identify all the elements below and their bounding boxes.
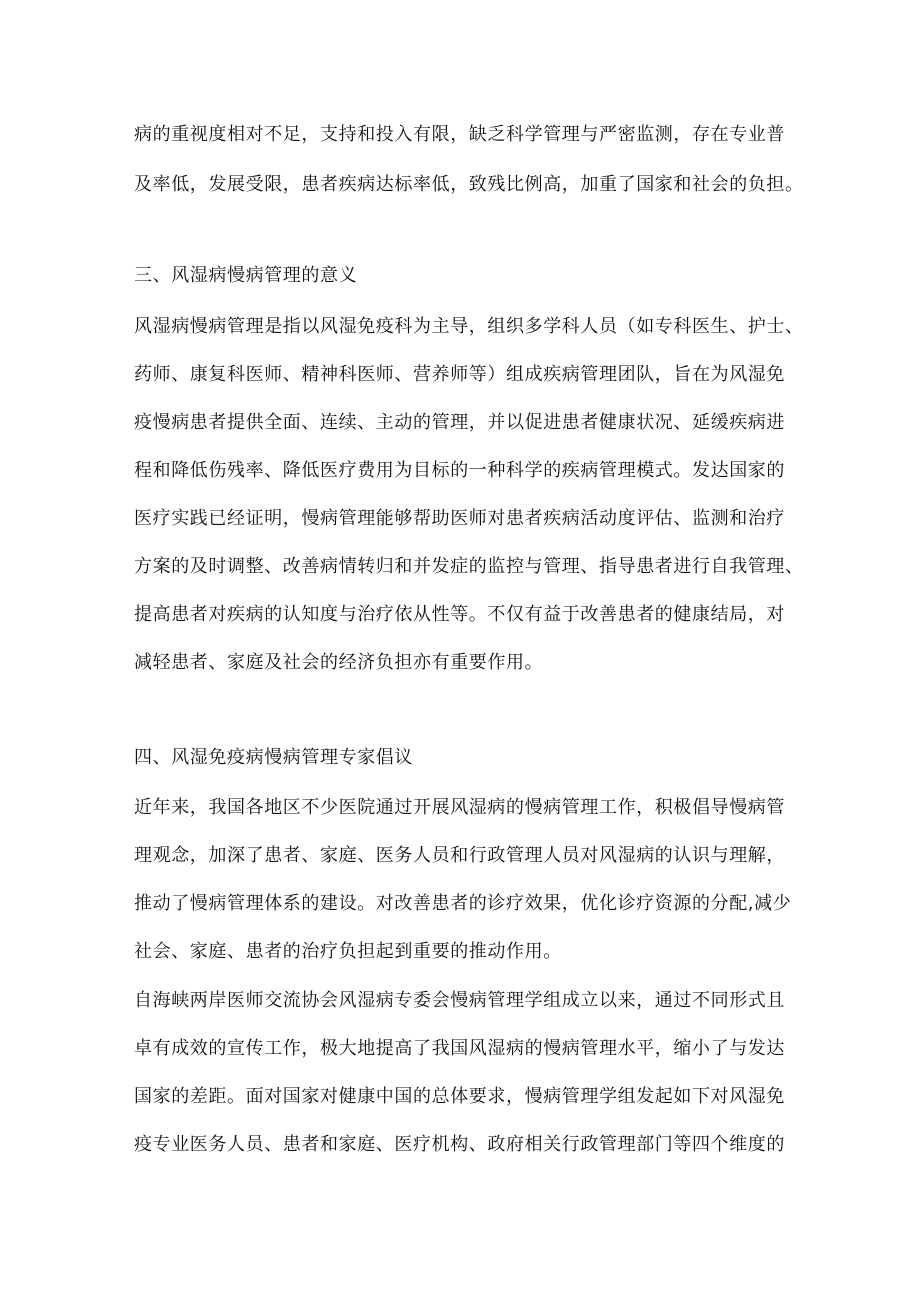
- section-3-line-3: 疫慢病患者提供全面、连续、主动的管理，并以促进患者健康状况、延缓疾病进: [134, 412, 785, 433]
- section-4-p1-line-4: 社会、家庭、患者的治疗负担起到重要的推动作用。: [134, 941, 562, 962]
- section-3-line-6: 方案的及时调整、改善病情转归和并发症的监控与管理、指导患者进行自我管理、: [134, 556, 804, 577]
- section-3-heading: 三、风湿病慢病管理的意义: [134, 265, 358, 286]
- section-4-heading: 四、风湿免疫病慢病管理专家倡议: [134, 747, 413, 768]
- top-paragraph-line-2: 及率低，发展受限，患者疾病达标率低，致残比例高，加重了国家和社会的负担。: [134, 174, 804, 195]
- section-4-p2-line-3: 国家的差距。面对国家对健康中国的总体要求，慢病管理学组发起如下对风湿免: [134, 1086, 785, 1107]
- section-3-line-2: 药师、康复科医师、精神科医师、营养师等）组成疾病管理团队，旨在为风湿免: [134, 364, 785, 385]
- section-3-line-8: 减轻患者、家庭及社会的经济负担亦有重要作用。: [134, 652, 544, 673]
- section-4-p1-line-3: 推动了慢病管理体系的建设。对改善患者的诊疗效果，优化诊疗资源的分配,减少: [134, 893, 792, 914]
- section-3-line-5: 医疗实践已经证明，慢病管理能够帮助医师对患者疾病活动度评估、监测和治疗: [134, 508, 785, 529]
- section-3-line-7: 提高患者对疾病的认知度与治疗依从性等。不仅有益于改善患者的健康结局，对: [134, 604, 785, 625]
- section-4-p1-line-1: 近年来，我国各地区不少医院通过开展风湿病的慢病管理工作，积极倡导慢病管: [134, 797, 785, 818]
- section-4-p2-line-1: 自海峡两岸医师交流协会风湿病专委会慢病管理学组成立以来，通过不同形式且: [134, 990, 785, 1011]
- section-3-line-1: 风湿病慢病管理是指以风湿免疫科为主导，组织多学科人员（如专科医生、护士、: [134, 316, 804, 337]
- section-4-p2-line-4: 疫专业医务人员、患者和家庭、医疗机构、政府相关行政管理部门等四个维度的: [134, 1134, 785, 1155]
- section-4-p1-line-2: 理观念，加深了患者、家庭、医务人员和行政管理人员对风湿病的认识与理解，: [134, 845, 785, 866]
- top-paragraph-line-1: 病的重视度相对不足，支持和投入有限，缺乏科学管理与严密监测，存在专业普: [134, 124, 785, 145]
- section-4-p2-line-2: 卓有成效的宣传工作，极大地提高了我国风湿病的慢病管理水平，缩小了与发达: [134, 1038, 785, 1059]
- section-3-line-4: 程和降低伤残率、降低医疗费用为目标的一种科学的疾病管理模式。发达国家的: [134, 460, 785, 481]
